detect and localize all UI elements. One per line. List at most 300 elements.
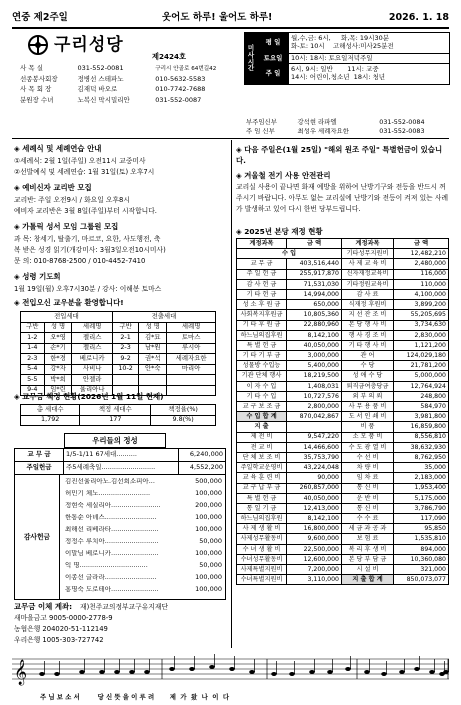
finance-row (237, 483, 449, 493)
account-line: 재)천주교의정부교구유지재단 (80, 603, 169, 611)
donor-name: 홍명숙 도로테아....................... (65, 586, 159, 593)
finance-row (237, 320, 449, 330)
account-amount: 90,000 (287, 473, 342, 483)
account-amount: 18,219,500 (287, 371, 342, 381)
schedule-day: 토요일 (258, 54, 289, 64)
account-amount: 248,800 (394, 391, 449, 401)
account-line: 새마을금고 9005-0000-2778-9 (14, 614, 113, 622)
finance-row (237, 269, 449, 279)
account-name: 하느님의집후원 (237, 514, 287, 524)
account-amount: 1,535,810 (394, 534, 449, 544)
account-amount: 8,762,950 (394, 452, 449, 462)
finance-title: ◈ 2025년 본당 재정 현황 (236, 227, 323, 236)
finance-row (237, 381, 449, 391)
account-amount: 870,042,867 (287, 412, 342, 422)
transfer-cell: 세례자요한 (167, 354, 216, 365)
account-amount: 3,786,790 (394, 503, 449, 513)
note-head (309, 670, 315, 674)
account-name: 기타정원교육비 (342, 279, 394, 289)
staff-name: 김재덕 바오로 (77, 85, 118, 94)
transfer-cell: 마리아 (167, 364, 216, 375)
account-name: 기 타 행 사 비 (342, 340, 394, 350)
prayer-line: 1월 19일(월) 오후7시30분 / 강사: 이해봉 토마스 (14, 285, 162, 293)
transfer-cell (112, 375, 139, 386)
account-amount: 3,110,000 (287, 575, 342, 585)
transfer-cell: 안젤라 (72, 375, 112, 386)
staff-role: 사 목 실 (20, 64, 43, 73)
account-amount: 1,121,200 (394, 340, 449, 350)
finance-table (236, 238, 449, 585)
account-name: 통 신 비 (342, 503, 394, 513)
transfer-out-label: 전출세대 (112, 312, 215, 323)
account-amount: 10,727,576 (287, 391, 342, 401)
account-name: 단 체 보 조 비 (237, 452, 287, 462)
note-head (364, 670, 370, 674)
finance-row (237, 412, 449, 422)
header-rule (12, 27, 449, 29)
offering-row (15, 462, 226, 475)
account-name: 사 무 용 품 비 (342, 402, 394, 412)
note-head (429, 670, 435, 674)
thanks-box (14, 474, 226, 600)
account-amount: 10,360,080 (394, 554, 449, 564)
account-amount: 8,142,100 (287, 514, 342, 524)
finance-row (237, 544, 449, 554)
date: 2026. 1. 18 (388, 12, 449, 23)
bible-title: ◈ 가톨릭 성서 모임 그룹원 모집 (14, 222, 119, 231)
account-name: 성 애 수 당 (342, 371, 394, 381)
transfer-cell: 2-3 (112, 343, 139, 354)
finance-row (237, 503, 449, 513)
staff-role: 선종봉사회장 (20, 74, 58, 83)
account-name: 외 부 의 뢰 (342, 391, 394, 401)
finance-row (237, 524, 449, 534)
account-name: 사 제 교 육 비 (342, 259, 394, 269)
account-name: 통 신 비 (342, 483, 394, 493)
account-name: 전 교 비 (237, 442, 287, 452)
offering-detail: 1/5-1/11 67세대.......... (64, 449, 179, 462)
note-head (399, 670, 405, 674)
finance-row (237, 351, 449, 361)
note-head (414, 667, 420, 671)
account-name: 기 타 후 원 금 (237, 320, 287, 330)
catechumen-line: 교리반: 주일 오전9시 / 화요일 오후8시 (14, 196, 130, 204)
account-name: 감 사 헌 금 (237, 279, 287, 289)
account-amount: 7,200,000 (287, 565, 342, 575)
note-head (144, 670, 150, 674)
note-head (39, 672, 45, 676)
staff-row (18, 85, 243, 96)
schedule-text: 10시: 18시: 토요일저녁주일 (289, 54, 450, 64)
transfer-cell: 박*희 (44, 375, 72, 386)
finance-row (237, 249, 449, 259)
account-amount: 403,516,440 (287, 259, 342, 269)
note-head (345, 667, 351, 671)
baptism-line: ②선발예식 및 세례연습: 1월 31일(토) 오후7시 (14, 168, 155, 176)
col-header: 책정 세대수 (80, 405, 151, 416)
transfer-cell: 5-4 (21, 364, 45, 375)
account-name: 복 리 후 생 비 (342, 544, 394, 554)
donor-name: 익 명................................. (65, 562, 148, 569)
transfer-cell: 권*석 (139, 354, 167, 365)
transfer-cell: 오*영 (44, 333, 72, 344)
transfer-title: ◈ 전입오신 교우분을 환영합니다! (14, 298, 124, 307)
catechumen-line: 예비자 교리반은 3월 8일(주일)부터 시작합니다. (14, 207, 157, 215)
baptism-line: ①세례식: 2월 1일(주일) 오전11시 교중미사 (14, 157, 146, 165)
account-name: 수 선 비 (342, 452, 394, 462)
contact-role: 부주임신부 (246, 118, 277, 126)
account-name: 기관 단체 행사 (237, 371, 287, 381)
mass-schedule (244, 32, 450, 85)
transfer-cell: 손*기 (44, 343, 72, 354)
account-amount: 117,090 (394, 514, 449, 524)
staff-role: 사 목 회 장 (20, 85, 52, 94)
week-label: 연중 제2주일 (12, 12, 68, 23)
note-head (169, 667, 175, 671)
note-head (129, 670, 135, 674)
finance-row (237, 371, 449, 381)
account-name: 수 녀 생 활 비 (237, 544, 287, 554)
finance-row (237, 534, 449, 544)
transfer-cell (167, 375, 216, 386)
account-name: 제 전 비 (237, 432, 287, 442)
account-amount: 43,224,048 (287, 463, 342, 473)
transfer-cell: 토마스 (167, 333, 216, 344)
col-header: 금 액 (394, 239, 449, 249)
account-line: 우리은행 1005-303-727742 (14, 636, 104, 644)
staff-phone: 010-5632-5583 (155, 74, 206, 83)
col-header: 총 세대수 (21, 405, 80, 416)
account-name: 신자재정교육비 (342, 269, 394, 279)
church-name: 구리성당 (54, 34, 124, 55)
contact-row (244, 118, 450, 128)
note-head (289, 672, 295, 676)
account-name: 기타성무지원비 (342, 249, 394, 259)
account-name: 관 어 (342, 351, 394, 361)
bible-line: 복 받은 성경 읽기(개강미사: 3월3일오전10시미사) (14, 246, 166, 254)
account-name: 운 반 비 (342, 493, 394, 503)
staff-row (18, 64, 243, 75)
donor-name: 정정수 루치아.......................... (65, 538, 159, 545)
address: 구리시 안골로 64번길42 (155, 65, 217, 72)
account-amount: 14,994,000 (287, 289, 342, 299)
finance-row (237, 432, 449, 442)
account-name: 하느님의집후원 (237, 330, 287, 340)
church-logo (28, 33, 148, 57)
account-name: 시 설 비 (342, 565, 394, 575)
account-name: 수녀특별지원비 (237, 575, 287, 585)
transfer-cell: 강*자 (44, 364, 72, 375)
account-amount (287, 422, 342, 432)
col-header: 구반 (112, 322, 139, 333)
account-amount: 38,632,930 (394, 442, 449, 452)
finance-row (237, 554, 449, 564)
transfer-cell: 1-2 (21, 333, 45, 344)
account-amount: 35,753,790 (287, 452, 342, 462)
thanks-row (65, 586, 222, 598)
donor-name: 한통순 아녜스......................... (65, 514, 157, 521)
notice-electric-text: 교리실 사용이 끝나면 화재 예방을 위하여 난방기구와 전등을 반드시 꺼 주시기 바랍니다. 아무도 없는 교리실에 난방기와 전등이 켜져 있는 사례가 발생하고 있어 다시 한번 당부드립니다. (236, 183, 449, 213)
transfer-cell: 임*린 (44, 385, 72, 396)
note-head (229, 667, 235, 671)
transfer-header-row (21, 322, 216, 333)
account-amount: 3,000,000 (287, 351, 342, 361)
notice-overseas: ◈ 다음 주일은(1월 25일) "해외 원조 주일" 특별헌금이 있습니다. (236, 145, 443, 165)
header (12, 12, 449, 24)
note-head (99, 670, 105, 674)
account-amount: 22,880,960 (287, 320, 342, 330)
staff-role: 분원장 수녀 (20, 95, 54, 104)
transfer-cell: 루시아 (167, 343, 216, 354)
account-amount: 1,408,031 (287, 381, 342, 391)
account-amount: 5,000,000 (394, 371, 449, 381)
col-header: 세례명 (72, 322, 112, 333)
offering-table (14, 448, 226, 475)
transfer-cell: 9-2 (112, 354, 139, 365)
account-name: 본 당 부 담 금 (342, 554, 394, 564)
offering-row (15, 449, 226, 462)
staff-row (18, 96, 243, 107)
contact-name: 최성우 세례자요한 (297, 127, 349, 136)
chi-rho-icon (28, 35, 48, 55)
finance-header-row (237, 239, 449, 249)
donor-amount: 500,000 (195, 477, 222, 485)
transfer-cell: 5-5 (21, 375, 45, 386)
account-name: 세 금 과 공 과 (342, 524, 394, 534)
account-amount: 124,029,180 (394, 351, 449, 361)
account-amount: 110,000 (394, 279, 449, 289)
account-amount: 2,480,000 (394, 259, 449, 269)
account-name: 임 차 료 (342, 473, 394, 483)
transfer-cell: 율리아나 (72, 385, 112, 396)
account-name: 사 제 생 활 비 (237, 524, 287, 534)
account-amount: 4,100,000 (394, 289, 449, 299)
account-amount: 5,175,000 (394, 493, 449, 503)
account-amount: 55,205,695 (394, 310, 449, 320)
col-header: 계정과목 (237, 239, 287, 249)
account-amount: 255,917,870 (287, 269, 342, 279)
finance-row (237, 340, 449, 350)
thanks-label: 감사헌금 (15, 475, 60, 599)
account-name: 수 수 료 (342, 514, 394, 524)
transfer-cell: 젤리스 (72, 343, 112, 354)
donor-amount: 50,000 (199, 537, 222, 545)
account-name: 비 품 (342, 422, 394, 432)
account-name: 교 무 금 (237, 259, 287, 269)
account-amount: 260,857,000 (287, 483, 342, 493)
bible-line: 문 의: 010-8768-2500 / 010-4452-7410 (14, 257, 146, 265)
account-amount: 22,500,000 (287, 544, 342, 554)
schedule-day: 평 일 (258, 33, 289, 54)
account-name: 사회복지후원금 (237, 310, 287, 320)
col-header: 세례명 (167, 322, 216, 333)
account-amount: 2,800,000 (287, 402, 342, 412)
note-head (327, 670, 333, 674)
tithe-title: ◈ 교무금 책정 현황(2026년 1월 11일 현재) (14, 392, 164, 401)
account-amount: 12,600,000 (287, 554, 342, 564)
account-name: 기 타 수 입 (237, 391, 287, 401)
tithe-table (20, 404, 216, 426)
transfer-cell: 베로니카 (72, 354, 112, 365)
finance-row (237, 402, 449, 412)
contact-phone: 031-552-0083 (379, 127, 425, 136)
transfer-row (21, 333, 216, 344)
account-amount: 2,183,000 (394, 473, 449, 483)
donor-amount: 100,000 (195, 513, 222, 521)
account-name: 퇴직금여충당금 (342, 381, 394, 391)
baptism-title: ◈ 세례식 및 세례연습 안내 (14, 144, 102, 153)
staff-name: 노복신 막시밀리안 (77, 95, 130, 104)
staff-phone: 010-7742-7688 (155, 85, 206, 94)
catechumen-title: ◈ 예비신자 교리반 모집 (14, 183, 92, 192)
col-header: 성 명 (139, 322, 167, 333)
donor-amount: 100,000 (195, 489, 222, 497)
account-name: 지 출 (237, 422, 287, 432)
finance-row (237, 259, 449, 269)
account-name: 도 서 인 쇄 비 (342, 412, 394, 422)
account-amount: 12,482,210 (394, 249, 449, 259)
note-head (271, 672, 277, 676)
donor-name: 이종선 글라라......................... (65, 574, 157, 581)
account-name: 본 당 행 사 비 (342, 320, 394, 330)
col-header: 계정과목 (342, 239, 394, 249)
account-amount: 71,531,030 (287, 279, 342, 289)
thanks-list (65, 478, 222, 598)
transfer-row (21, 343, 216, 354)
account-amount: 14,466,600 (287, 442, 342, 452)
account-name: 차 량 비 (342, 463, 394, 473)
assessed-households: 177 (80, 415, 151, 426)
assessment-rate: 9.8(%) (151, 415, 216, 426)
account-amount: 40,050,000 (287, 493, 342, 503)
transfer-cell: 9-4 (21, 385, 45, 396)
account-amount: 8,142,100 (287, 330, 342, 340)
priest-contacts (244, 118, 450, 137)
account-amount: 9,600,000 (287, 534, 342, 544)
account-amount: 650,000 (287, 300, 342, 310)
bible-line: 과 목: 창세기, 탈출기, 마르코, 요한, 사도행전, 축 (14, 235, 161, 243)
account-name: 소 모 품 비 (342, 432, 394, 442)
transfer-cell: 김*묘 (139, 333, 167, 344)
schedule-side-label: 미사시간 (245, 33, 258, 85)
account-name: 기 타 기 부 금 (237, 351, 287, 361)
staff-phone: 031-552-0081 (77, 64, 124, 73)
transfer-cell: 안*숙 (139, 364, 167, 375)
note-head (209, 665, 215, 669)
finance-row (237, 452, 449, 462)
transfer-cell: 1-4 (21, 343, 45, 354)
account-name: 주 일 헌 금 (237, 269, 287, 279)
account-amount: 116,000 (394, 269, 449, 279)
account-amount: 16,859,800 (394, 422, 449, 432)
account-amount: 321,000 (394, 565, 449, 575)
treble-clef-icon: 𝄞 (14, 660, 28, 685)
transfer-row (21, 375, 216, 386)
account-name: 이 자 수 입 (237, 381, 287, 391)
account-amount: 2,830,000 (394, 330, 449, 340)
donor-amount: 200,000 (195, 501, 222, 509)
col-header: 책정율(%) (151, 405, 216, 416)
staff-table (18, 64, 243, 106)
account-name: 특 별 헌 금 (237, 340, 287, 350)
total-households: 1,792 (21, 415, 80, 426)
account-name: 사제특별지원비 (237, 565, 287, 575)
transfer-table (20, 311, 216, 396)
account-amount: 584,970 (394, 402, 449, 412)
column-divider (231, 140, 232, 648)
transfer-cell: 한*경 (44, 354, 72, 365)
finance-row (237, 289, 449, 299)
finance-row (237, 565, 449, 575)
finance-row (237, 361, 449, 371)
account-label: 교무금 이체 계좌: (14, 602, 73, 611)
account-name: 기 타 헌 금 (237, 289, 287, 299)
offering-title: 우리들의 정성 (64, 433, 166, 448)
donor-name: 허민기 체노......................... (65, 490, 151, 497)
issue-number: 제2424호 (152, 52, 186, 61)
account-amount: 1,953,400 (394, 483, 449, 493)
account-name: 수 도 광 열 비 (342, 442, 394, 452)
account-name: 교 육 훈 련 비 (237, 473, 287, 483)
account-amount: 40,050,000 (287, 340, 342, 350)
account-amount: 3,899,200 (394, 300, 449, 310)
finance-row (237, 310, 449, 320)
account-name: 감 사 료 (342, 289, 394, 299)
account-name: 성 소 후 원 금 (237, 300, 287, 310)
transfer-in-label: 전입세대 (21, 312, 113, 323)
finance-row (237, 300, 449, 310)
transfer-cell: 2-3 (21, 354, 45, 365)
schedule-text: 6시, 9시: 일반 11시: 교중 14시: 어린이,청소년 18시: 청년 (289, 64, 450, 85)
prayer-title: ◈ 성령 기도회 (14, 272, 61, 281)
transfer-cell: 10-2 (112, 364, 139, 375)
staff-name: 정병선 스테파노 (77, 74, 124, 83)
offering-detail: 주5세례축일.......................... (64, 462, 179, 475)
col-header: 구반 (21, 322, 45, 333)
schedule-text: 월,수,금: 6시, 화,목: 19시30분 화-토: 10시 고해성사:미사25분전 (289, 33, 450, 54)
finance-row (237, 330, 449, 340)
offering-amount: 6,240,000 (179, 449, 226, 462)
finance-row (237, 442, 449, 452)
account-name: 식재정 후원비 (342, 300, 394, 310)
donor-amount: 100,000 (195, 549, 222, 557)
finance-row (237, 463, 449, 473)
account-name: 보 험 료 (342, 534, 394, 544)
account-name: 행 사 경 조 비 (342, 330, 394, 340)
divider (12, 138, 449, 139)
donor-amount: 100,000 (195, 525, 222, 533)
donor-amount: 100,000 (195, 585, 222, 593)
donor-amount: 100,000 (195, 573, 222, 581)
staff-row (18, 75, 243, 86)
hymn-lyrics: 주 님 보 소 서 당 신 뜻 을 이 루 려 제 가 왔 나 이 다 (40, 693, 229, 701)
motto: 웃어도 하루! 울어도 하루! (162, 12, 273, 23)
finance-row (237, 575, 449, 585)
account-name: 수녀성무활동비 (237, 554, 287, 564)
hymn-staff (12, 651, 449, 693)
note-head (54, 672, 60, 676)
income-label: 수 입 (237, 249, 342, 259)
account-amount: 12,764,924 (394, 381, 449, 391)
account-amount: 95,850 (394, 524, 449, 534)
contact-row (244, 128, 450, 138)
note-head (249, 670, 255, 674)
account-amount: 21,781,200 (394, 361, 449, 371)
account-name: 주일학교운영비 (237, 463, 287, 473)
notice-electric-title: ◈ 겨울철 전기 사용 안전관리 (236, 171, 331, 180)
staff-phone: 031-552-0087 (155, 95, 202, 104)
account-amount: 35,000 (394, 463, 449, 473)
